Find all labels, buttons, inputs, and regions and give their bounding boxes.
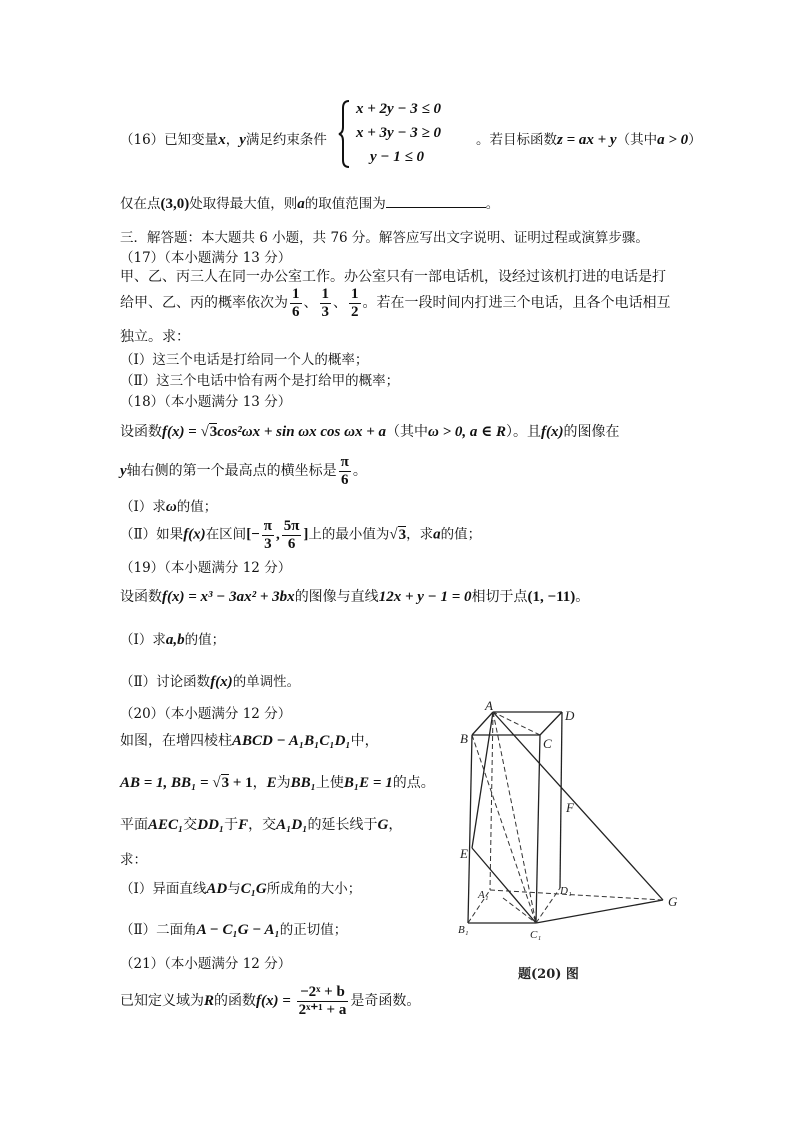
q18-text: 。 bbox=[352, 463, 367, 479]
q19-expression: = x³ − 3ax² + 3bx bbox=[184, 589, 295, 605]
frac-den: 6 bbox=[287, 535, 296, 552]
q19-fx: f(x) bbox=[162, 589, 185, 605]
frac-den: 6 bbox=[292, 303, 300, 320]
q19-part2 bbox=[120, 670, 300, 691]
q18-part1 bbox=[120, 495, 217, 516]
q20-text: 上使 bbox=[315, 775, 344, 791]
frac-num: 1 bbox=[321, 286, 329, 302]
frac-den: 2ˣ⁺¹ + a bbox=[298, 1001, 347, 1018]
q16-constraint-3: y − 1 ≤ 0 bbox=[370, 149, 424, 165]
label-A: A bbox=[485, 698, 493, 713]
q19-text: 的单调性。 bbox=[232, 674, 301, 690]
q21-line1 bbox=[120, 984, 420, 1018]
label-G: G bbox=[668, 894, 678, 909]
q17-text: 给甲、乙、丙的概率依次为 bbox=[120, 295, 288, 311]
q20-text: 与 bbox=[227, 881, 241, 897]
q18-text: 的图像在 bbox=[563, 424, 620, 440]
frac-den: 3 bbox=[321, 303, 329, 320]
q20-G: G bbox=[377, 817, 389, 833]
q20-text: 中， bbox=[350, 733, 379, 749]
edge-BB1 bbox=[468, 735, 472, 923]
q21-text: 是奇函数。 bbox=[350, 993, 421, 1009]
q20-text: 于 bbox=[224, 817, 239, 833]
sqrt-3: √3 bbox=[212, 775, 230, 791]
q19-heading: （19）（本小题满分 12 分） bbox=[120, 560, 292, 576]
q17-line1: 甲、乙、丙三人在同一办公室工作。办公室只有一部电话机，设经过该机打进的电话是打 bbox=[120, 269, 666, 285]
q16-line2 bbox=[120, 192, 499, 213]
q19-text: （Ⅱ）讨论函数 bbox=[120, 674, 211, 690]
figure-caption: 题(20) 图 bbox=[518, 967, 579, 982]
q19-text: 的图像与直线 bbox=[294, 589, 379, 605]
q20-prism: ABCD − A₁B₁C₁D₁ bbox=[232, 733, 351, 749]
fraction-5pi-6 bbox=[282, 518, 302, 552]
interval-close: ] bbox=[303, 526, 309, 543]
q16-end: 。 bbox=[485, 196, 500, 212]
q16-comma: ， bbox=[225, 132, 240, 148]
q18-text: 的值； bbox=[176, 499, 218, 515]
interval-open: [− bbox=[246, 526, 260, 543]
frac-num: 1 bbox=[292, 286, 300, 302]
q18-text: 的值； bbox=[440, 526, 482, 543]
q18-text: 在区间 bbox=[205, 526, 247, 543]
q20-text: （Ⅱ）二面角 bbox=[120, 922, 197, 938]
q20-c1g: C₁G bbox=[240, 881, 267, 897]
q19-line-eq: 12x + y − 1 = 0 bbox=[378, 589, 472, 605]
label-F: F bbox=[566, 800, 574, 815]
q16-objective: z = ax + y bbox=[557, 132, 617, 148]
q20-F: F bbox=[238, 817, 249, 833]
q20-text: 如图，在增四棱柱 bbox=[120, 733, 232, 749]
q18-text: （其中 bbox=[386, 424, 429, 440]
dashed-AA1 bbox=[490, 712, 493, 890]
q18-text: 上的最小值为 bbox=[308, 526, 390, 543]
label-B: B bbox=[460, 731, 468, 746]
dashed-A1G bbox=[490, 890, 663, 900]
q19-ab: a,b bbox=[165, 632, 185, 648]
frac-den: 6 bbox=[341, 471, 349, 488]
q16-var-x: x bbox=[218, 132, 226, 148]
q16-constraint-2: x + 3y − 3 ≥ 0 bbox=[356, 125, 442, 141]
q20-a1d1: A₁D₁ bbox=[276, 817, 308, 833]
q20-text: ，交 bbox=[248, 817, 277, 833]
label-A1: A₁ bbox=[478, 889, 489, 901]
q16-mid: 。若目标函数 bbox=[476, 132, 557, 148]
fraction-pi-3 bbox=[262, 518, 274, 552]
label-C: C bbox=[543, 736, 552, 751]
frac-num: 1 bbox=[351, 286, 359, 302]
q18-omega: ω bbox=[165, 499, 177, 515]
q19-line1 bbox=[120, 586, 589, 606]
sqrt-radicand: 3 bbox=[398, 526, 407, 543]
q16-a-cond: a > 0 bbox=[657, 132, 689, 148]
frac-den: 2 bbox=[351, 303, 359, 320]
section3-heading: 三．解答题：本大题共 6 小题，共 76 分。解答应写出文字说明、证明过程或演算步骤。 bbox=[120, 230, 649, 246]
q18-text: （Ⅱ）如果 bbox=[120, 526, 184, 543]
q20-line3 bbox=[120, 814, 402, 834]
q18-expression: cos²ωx + sin ωx cos ωx + a bbox=[217, 424, 387, 440]
prism-figure bbox=[448, 698, 698, 988]
q16-text: 仅在点 bbox=[120, 196, 161, 212]
q19-text: 相切于点 bbox=[471, 589, 528, 605]
q18-fx: f(x) bbox=[541, 424, 564, 440]
dashed-CA bbox=[493, 712, 540, 735]
dashed-A1C1 bbox=[503, 898, 536, 923]
q20-ask: 求： bbox=[120, 852, 147, 868]
q17-heading: （17）（本小题满分 13 分） bbox=[120, 250, 292, 266]
q17-part2: （Ⅱ）这三个电话中恰有两个是打给甲的概率； bbox=[120, 373, 400, 389]
q21-text: 已知定义域为 bbox=[120, 993, 204, 1009]
q20-plus1: + 1 bbox=[229, 775, 253, 791]
answer-blank bbox=[386, 195, 486, 208]
q18-eq: = bbox=[184, 424, 201, 440]
frac-num: π bbox=[340, 454, 349, 470]
sqrt-3: √3 bbox=[389, 526, 407, 543]
edge-DD1 bbox=[560, 712, 562, 888]
fraction-1-2 bbox=[349, 286, 361, 320]
q20-line2 bbox=[120, 772, 435, 792]
q19-text: 设函数 bbox=[120, 589, 162, 605]
q21-heading: （21）（本小题满分 12 分） bbox=[120, 956, 292, 972]
sqrt-3: √3 bbox=[200, 424, 218, 440]
q16-paren-close: ） bbox=[688, 132, 702, 148]
q20-line1 bbox=[120, 730, 379, 750]
q21-text: 的函数 bbox=[214, 993, 257, 1009]
q17-line3: 独立。求： bbox=[120, 329, 190, 345]
q20-text: ， bbox=[388, 817, 403, 833]
q18-text: 轴右侧的第一个最高点的横坐标是 bbox=[126, 463, 337, 479]
q20-text: 的正切值； bbox=[279, 922, 348, 938]
q20-text: 所成角的大小； bbox=[266, 881, 362, 897]
frac-num: 5π bbox=[283, 518, 300, 534]
edge-EC1 bbox=[472, 848, 536, 923]
q18-part2 bbox=[120, 518, 481, 552]
q16-constraint-1: x + 2y − 3 ≤ 0 bbox=[356, 101, 442, 117]
q17-sep: 、 bbox=[333, 295, 347, 311]
brace-icon bbox=[338, 99, 352, 169]
q16-paren-open: （其中 bbox=[616, 132, 658, 148]
q20-bb1: BB₁ bbox=[290, 775, 316, 791]
fraction-pi-6 bbox=[339, 454, 351, 488]
q16-var-y: y bbox=[239, 132, 246, 148]
q18-text: 设函数 bbox=[120, 424, 162, 440]
q16-var-a: a bbox=[297, 196, 305, 212]
q16-line1-tail bbox=[476, 128, 702, 149]
q18-cond: ω > 0, a ∈ R bbox=[428, 424, 507, 440]
q16-line1 bbox=[120, 128, 327, 149]
label-D1: D₁ bbox=[560, 885, 572, 897]
q20-text: 的延长线于 bbox=[307, 817, 378, 833]
q20-text: 为 bbox=[276, 775, 291, 791]
q17-text: 。若在一段时间内打进三个电话，且各个电话相互 bbox=[362, 295, 671, 311]
q20-aec: AEC₁ bbox=[148, 817, 184, 833]
q20-heading: （20）（本小题满分 12 分） bbox=[120, 706, 292, 722]
q20-ab: AB = 1, BB₁ = bbox=[120, 775, 213, 791]
q18-text: （Ⅰ）求 bbox=[120, 499, 166, 515]
q20-text: （Ⅰ）异面直线 bbox=[120, 881, 207, 897]
fraction-odd-function bbox=[297, 984, 349, 1018]
q17-part1: （Ⅰ）这三个电话是打给同一个人的概率； bbox=[120, 352, 369, 368]
label-B1: B₁ bbox=[458, 924, 469, 936]
frac-num: π bbox=[263, 518, 272, 534]
q21-fx: f(x) = bbox=[256, 993, 295, 1009]
sqrt-radicand: 3 bbox=[209, 424, 218, 440]
q16-cond-label: 满足约束条件 bbox=[245, 132, 327, 148]
q20-angle: A − C₁G − A₁ bbox=[196, 922, 280, 938]
frac-den: 3 bbox=[264, 535, 272, 552]
q19-point: (1, −11) bbox=[527, 589, 576, 605]
q18-text: ，求 bbox=[406, 526, 434, 543]
q17-sep: 、 bbox=[303, 295, 318, 311]
q19-fx: f(x) bbox=[210, 674, 233, 690]
q20-comma: ， bbox=[252, 775, 267, 791]
q16-text: 处取得最大值，则 bbox=[189, 196, 298, 212]
q18-fx: f(x) bbox=[183, 526, 206, 543]
q18-var-a: a bbox=[433, 526, 441, 543]
q20-text: 交 bbox=[183, 817, 198, 833]
q17-line2 bbox=[120, 286, 671, 320]
q18-text: ）。且 bbox=[506, 424, 542, 440]
label-D: D bbox=[565, 708, 575, 723]
q20-text: 平面 bbox=[120, 817, 148, 833]
edge-C1G bbox=[536, 900, 663, 923]
q16-text: 的取值范围为 bbox=[304, 196, 386, 212]
q20-b1e: B₁E = 1 bbox=[343, 775, 393, 791]
q20-text: 的点。 bbox=[392, 775, 435, 791]
q20-dd1: DD₁ bbox=[197, 817, 225, 833]
q16-point: (3,0) bbox=[160, 196, 190, 212]
fraction-1-3 bbox=[320, 286, 332, 320]
q19-text: 的值； bbox=[184, 632, 226, 648]
label-C1: C₁ bbox=[530, 929, 542, 941]
frac-num: −2ˣ + b bbox=[297, 984, 349, 1002]
q16-prefix: （16）已知变量 bbox=[120, 132, 219, 148]
q20-ad: AD bbox=[206, 881, 228, 897]
fraction-1-6 bbox=[290, 286, 302, 320]
label-E: E bbox=[460, 846, 468, 861]
q19-part1 bbox=[120, 628, 225, 649]
q18-heading: （18）（本小题满分 13 分） bbox=[120, 394, 292, 410]
q19-text: （Ⅰ）求 bbox=[120, 632, 166, 648]
interval-comma: , bbox=[275, 526, 280, 543]
q18-line1 bbox=[120, 421, 620, 441]
edge-DC bbox=[540, 712, 562, 735]
q20-part2 bbox=[120, 918, 347, 939]
q21-R: R bbox=[204, 993, 215, 1009]
q18-line2 bbox=[120, 454, 367, 488]
q20-E: E bbox=[266, 775, 277, 791]
sqrt-radicand: 3 bbox=[221, 775, 230, 791]
q19-text: 。 bbox=[575, 589, 590, 605]
q18-fx: f(x) bbox=[162, 424, 185, 440]
q20-part1 bbox=[120, 877, 361, 898]
q18-var-y: y bbox=[120, 463, 127, 479]
